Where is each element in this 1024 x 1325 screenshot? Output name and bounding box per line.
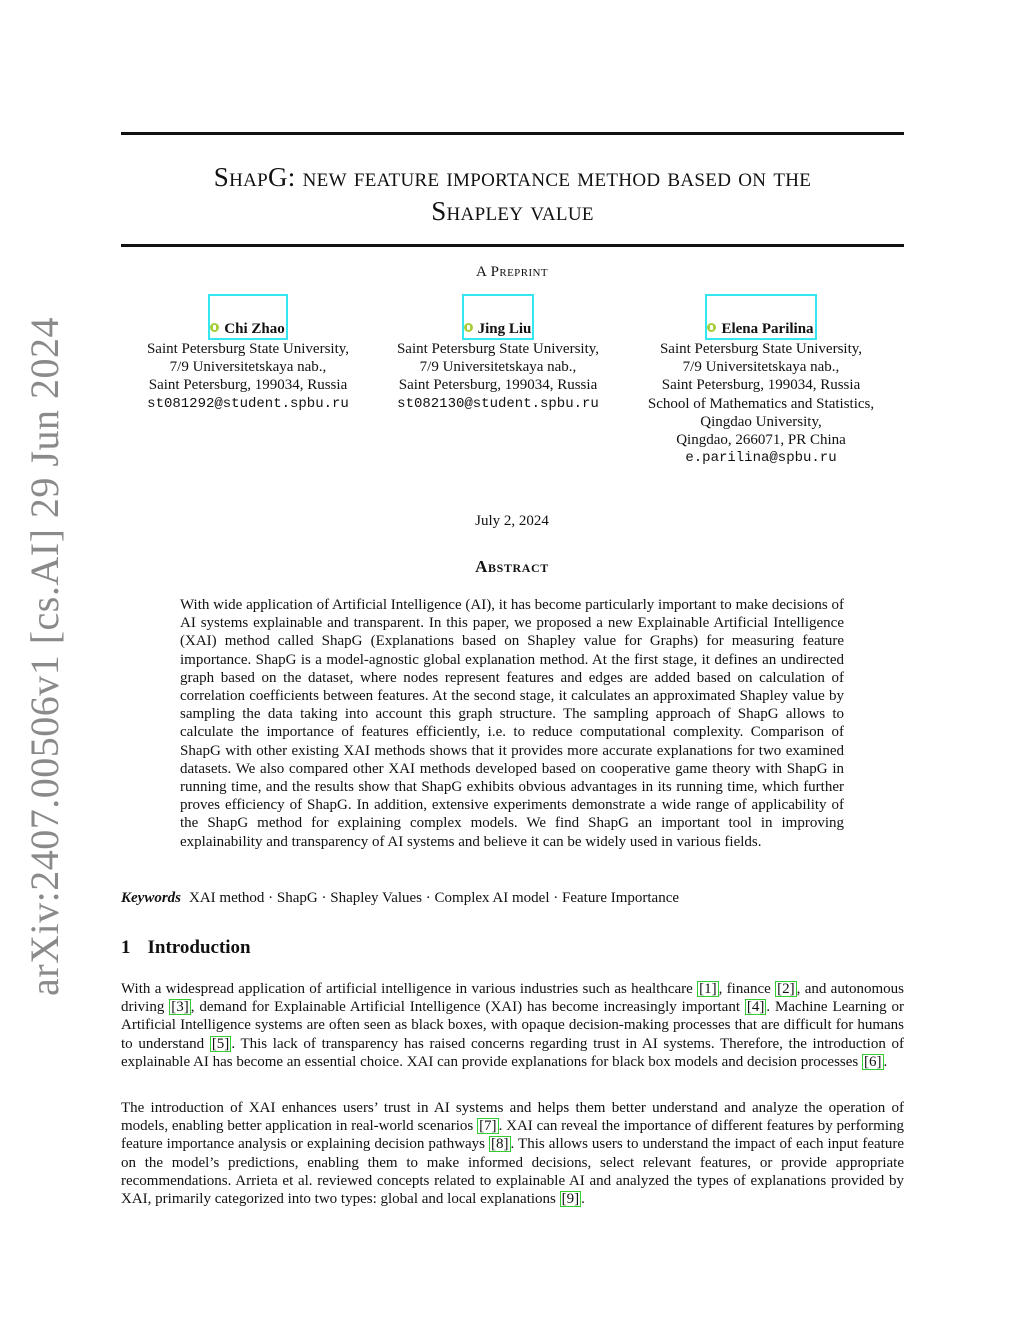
- section-heading: [121, 937, 251, 959]
- citation-link[interactable]: [8]: [491, 1136, 509, 1153]
- paragraph-text: , finance: [718, 981, 776, 997]
- abstract-heading: Abstract: [475, 557, 549, 576]
- citation-link[interactable]: [9]: [561, 1191, 580, 1208]
- author-name: Elena Parilina: [721, 320, 814, 337]
- author-affiliation-line: 7/9 Universitetskaya nab.,: [169, 359, 327, 376]
- abstract-body: With wide application of Artificial Intelligence (AI), it has become particularly important to make decisions of AI systems explainable and transparent. In this paper, we proposed a new Explainable Artificial Intelligence (XAI) method called ShapG (Explanations based on Shapley value for Graphs) for measuring feature importance. ShapG is a model-agnostic global explanation method. At the first stage, it defines an undirected graph based on the dataset, where nodes represent features and edges are added based on calculation of correlation coefficients between features. At the second stage, it calculates an approximated Shapley value by sampling the data taking into account this graph structure. The sampling approach of ShapG allows to calculate the importance of features efficiently, i.e. to reduce computational complexity. Comparison of ShapG with other existing XAI methods shows that it provides more accurate explanations for two examined datasets. We also compared other XAI methods developed based on cooperative game theory with ShapG in running time, and the results show that ShapG exhibits obvious advantages in its running time, which further proves efficiency of ShapG. In addition, extensive experiments demonstrate a wide range of applicability of the ShapG method for explaining complex models. We find ShapG an important tool in improving explainability and transparency of AI systems and believe it can be widely used in various fields.: [180, 597, 844, 850]
- author-affiliation-line: Saint Petersburg, 199034, Russia: [398, 377, 598, 394]
- paragraph-text: . Machine Learning or Artificial Intelligence systems are often seen as black boxes, with opaque decision-making processes that are difficult for humans to understand: [121, 999, 904, 1052]
- citation-link[interactable]: [5]: [211, 1035, 230, 1052]
- author-affiliation-line: Qingdao, 266071, PR China: [676, 432, 846, 449]
- author-block: [630, 292, 892, 467]
- author-affiliation-line: Saint Petersburg State University,: [146, 341, 350, 357]
- paragraph-text: . This lack of transparency has raised concerns regarding trust in AI systems. Therefore, the introduction of explainable AI has become an essential choice. XAI can provide explanations for black box models and decision processes: [121, 1035, 904, 1070]
- author-link-box[interactable]: [705, 294, 816, 340]
- author-email[interactable]: st081292@student.spbu.ru: [147, 395, 349, 412]
- author-link-box[interactable]: [462, 294, 535, 340]
- author-block: [378, 292, 618, 413]
- arxiv-identifier: [4, 316, 84, 996]
- keywords-text: XAI method · ShapG · Shapley Values · Complex AI model · Feature Importance: [189, 890, 680, 906]
- keywords-label: Keywords: [121, 890, 181, 906]
- author-block: [128, 292, 368, 413]
- author-link-box[interactable]: [208, 294, 287, 340]
- publication-date: July 2, 2024: [475, 513, 549, 529]
- orcid-icon[interactable]: [464, 323, 473, 332]
- author-affiliation-line: Saint Petersburg, 199034, Russia: [148, 377, 348, 394]
- citation-link[interactable]: [1]: [699, 981, 717, 997]
- paragraph-text: . This allows users to understand the impact of each input feature on the model’s predictions, enabling them to make informed decisions, select relevant features, or provide appropriate recommendations. Arrieta et al. reviewed concepts related to explainable AI and analyzed the types of explanations provided by XAI, primarily categorized into two types: global and local explanations: [121, 1136, 904, 1208]
- paragraph-text: . XAI can reveal the importance of different features by performing feature importance analysis or explaining decision pathways: [121, 1118, 905, 1153]
- title-bottom-rule: [121, 244, 904, 247]
- paper-title-line-2: Shapley value: [431, 196, 594, 226]
- citation-link[interactable]: [6]: [864, 1053, 882, 1070]
- paragraph-text: , and autonomous driving: [121, 981, 904, 1016]
- keywords-line: [121, 890, 904, 907]
- paper-title-line-1: ShapG: new feature importance method based on the: [213, 162, 812, 192]
- paragraph-text: .: [883, 1053, 888, 1070]
- author-name: Chi Zhao: [224, 320, 285, 337]
- citation-link[interactable]: [3]: [171, 999, 189, 1016]
- intro-paragraph-1: [121, 980, 904, 1071]
- author-affiliation-line: Saint Petersburg State University,: [396, 341, 600, 357]
- paragraph-text: With a widespread application of artificial intelligence in various industries such as healthcare: [121, 981, 698, 997]
- author-name: Jing Liu: [477, 320, 532, 337]
- author-affiliation-line: Qingdao University,: [700, 413, 822, 430]
- paragraph-text: The introduction of XAI enhances users’ trust in AI systems and helps them better understand and analyze the operation of models, enabling better application in real-world scenarios: [121, 1100, 904, 1135]
- paper-title: [121, 160, 904, 228]
- section-number: 1: [121, 937, 131, 958]
- intro-paragraph-2: [121, 1099, 904, 1208]
- author-affiliation-line: 7/9 Universitetskaya nab.,: [682, 359, 840, 376]
- arxiv-identifier-text: arXiv:2407.00506v1 [cs.AI] 29 Jun 2024: [21, 316, 67, 996]
- paragraph-text: , demand for Explainable Artificial Intelligence (XAI) has become increasingly important: [190, 999, 745, 1016]
- orcid-icon[interactable]: [707, 323, 716, 332]
- citation-link[interactable]: [7]: [479, 1118, 497, 1135]
- author-affiliation-line: Saint Petersburg, 199034, Russia: [661, 377, 861, 394]
- author-affiliation-line: 7/9 Universitetskaya nab.,: [419, 359, 577, 376]
- author-email[interactable]: e.parilina@spbu.ru: [685, 450, 837, 467]
- paragraph-text: .: [581, 1191, 585, 1208]
- citation-link[interactable]: [2]: [777, 981, 795, 997]
- preprint-label: A Preprint: [476, 264, 548, 280]
- section-title: Introduction: [147, 937, 251, 958]
- author-affiliation-line: Saint Petersburg State University,: [659, 341, 863, 357]
- author-email[interactable]: st082130@student.spbu.ru: [397, 395, 599, 412]
- title-top-rule: [121, 132, 904, 135]
- orcid-icon[interactable]: [210, 323, 219, 332]
- author-affiliation-line: School of Mathematics and Statistics,: [647, 395, 875, 412]
- citation-link[interactable]: [4]: [746, 999, 765, 1016]
